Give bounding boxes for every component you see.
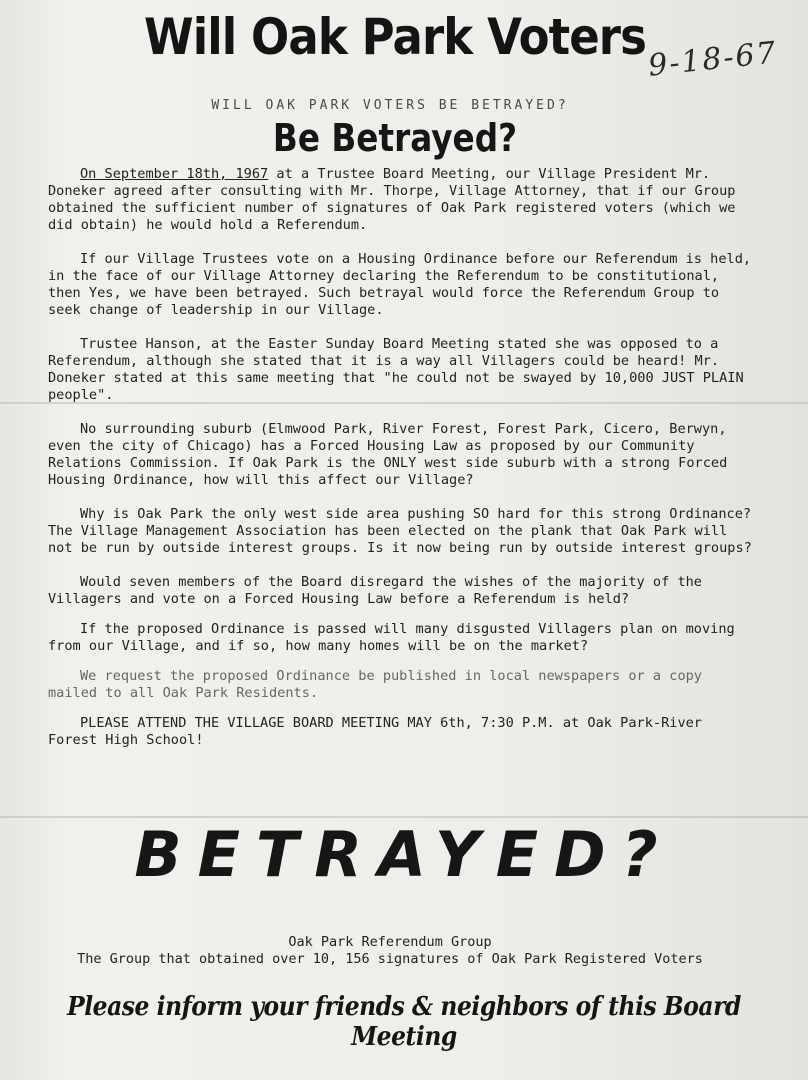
- group-description: The Group that obtained over 10, 156 signatures of Oak Park Registered Voters: [77, 951, 703, 967]
- paragraph: No surrounding suburb (Elmwood Park, River Forest, Forest Park, Cicero, Berwyn, even the city of Chicago) has a Forced Housing Law as proposed by our Community Relations Commission. If Oak Park is the ONLY west side suburb with a strong Forced Housing Ordinance, how will this affect our Village?: [48, 421, 728, 488]
- footer-slogan: Please inform your friends & neighbors of this Board Meeting: [67, 992, 741, 1052]
- meeting-notice: PLEASE ATTEND THE VILLAGE BOARD MEETING MAY 6th, 7:30 P.M. at Oak Park-River Forest High School!: [48, 715, 702, 748]
- betrayed-banner: BETRAYED?: [134, 818, 674, 891]
- body-text: [40, 166, 752, 762]
- paragraph: [40, 166, 752, 234]
- paragraph: If our Village Trustees vote on a Housing Ordinance before our Referendum is held, in the face of our Village Attorney declaring the Referendum to be constitutional, then Yes, we have been betrayed. Such betrayal would force the Referendum Group to seek change of leadership in our Village.: [48, 251, 752, 318]
- paragraph: Why is Oak Park the only west side area pushing SO hard for this strong Ordinance? The Village Management Association has been elected on the plank that Oak Park will not be run by outside interest groups. Is it now being run by outside interest groups?: [48, 506, 752, 556]
- group-name: Oak Park Referendum Group: [288, 934, 492, 950]
- handwritten-date: 9-18-67: [646, 35, 780, 84]
- headline: Will Oak Park Voters: [143, 8, 647, 66]
- date-underlined: On September 18th, 1967: [80, 166, 269, 182]
- kicker-line: WILL OAK PARK VOTERS BE BETRAYED?: [211, 98, 569, 113]
- paragraph: We request the proposed Ordinance be published in local newspapers or a copy mailed to all Oak Park Residents.: [48, 668, 702, 701]
- subheadline: Be Betrayed?: [272, 116, 518, 160]
- paragraph: If the proposed Ordinance is passed will many disgusted Villagers plan on moving from our Village, and if so, how many homes will be on the market?: [48, 621, 735, 654]
- paragraph-text: at a Trustee Board Meeting, our Village President Mr. Doneker agreed after consulting with Mr. Thorpe, Village Attorney, that if our Group obtained the sufficient number of signatures of Oak Park registered voters (which we did obtain) he would hold a Referendum.: [48, 166, 736, 233]
- paragraph: Trustee Hanson, at the Easter Sunday Board Meeting stated she was opposed to a Referendum, although she stated that it is a way all Villagers could be heard! Mr. Doneker stated at this same meeting that "he could not be swayed by 10,000 JUST PLAIN people".: [48, 336, 744, 403]
- signature-block: [0, 934, 780, 968]
- paragraph: Would seven members of the Board disregard the wishes of the majority of the Villagers and vote on a Forced Housing Law before a Referendum is held?: [48, 574, 702, 607]
